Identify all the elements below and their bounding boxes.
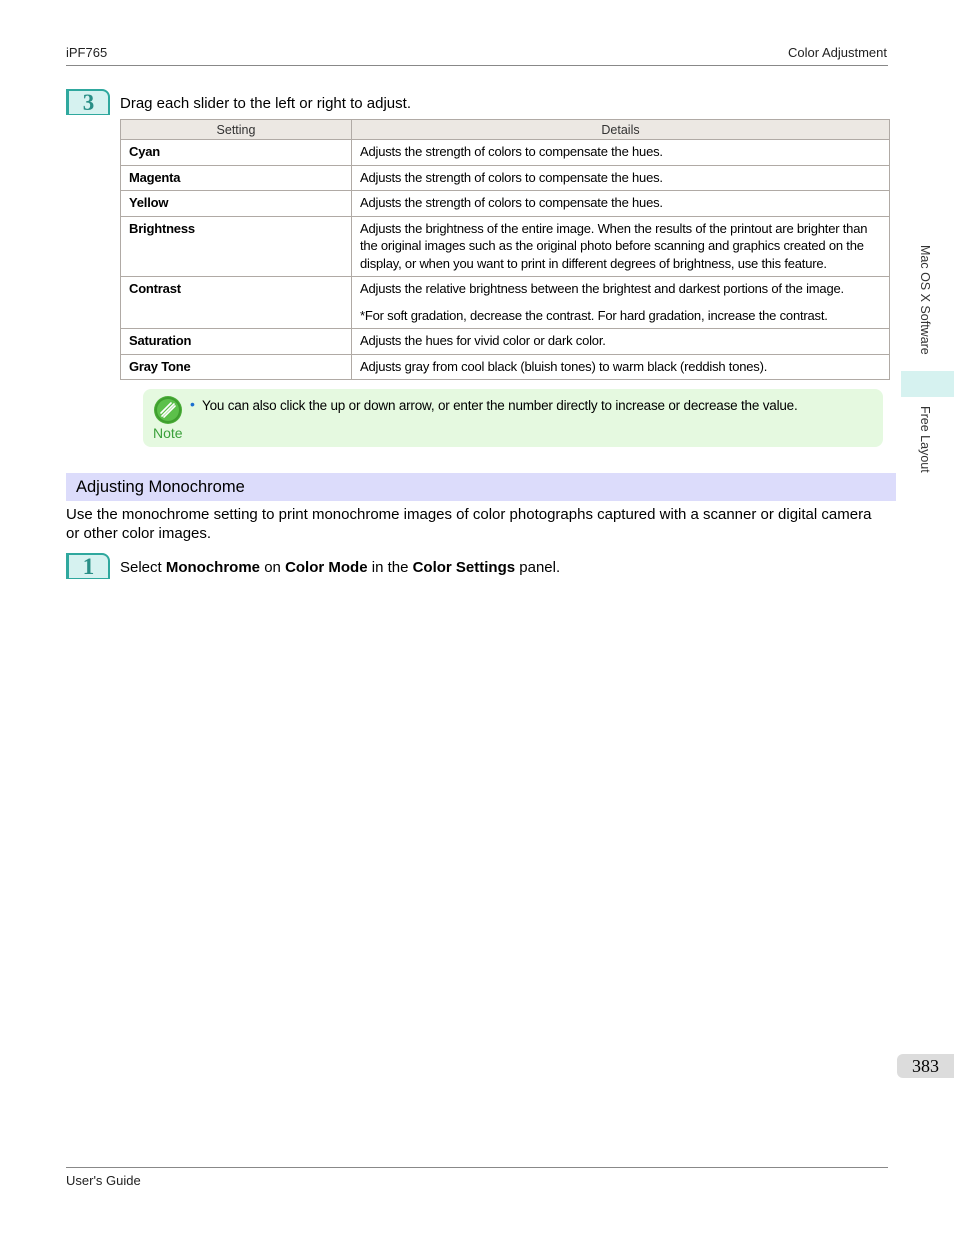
step-instruction: [120, 559, 560, 576]
setting-name: Saturation: [121, 329, 352, 355]
side-tab-chapter[interactable]: Mac OS X Software: [918, 245, 932, 355]
side-tab-topic[interactable]: Free Layout: [918, 406, 932, 473]
details-text: Adjusts the hues for vivid color or dark color.: [360, 333, 606, 348]
setting-details: [352, 277, 890, 329]
table-row: [121, 354, 890, 380]
details-footnote: *For soft gradation, decrease the contrast. For hard gradation, increase the contrast.: [360, 307, 828, 323]
table-row: [121, 216, 890, 277]
instruction-text: on: [260, 559, 286, 576]
table-row: [121, 329, 890, 355]
setting-details: [352, 140, 890, 166]
table-row: [121, 140, 890, 166]
step-number-badge: 3: [66, 89, 110, 115]
pencil-note-icon: [154, 396, 182, 424]
footer-divider: [66, 1167, 888, 1168]
setting-name: Brightness: [121, 216, 352, 277]
setting-details: [352, 354, 890, 380]
instruction-text: in the: [367, 559, 413, 576]
table-row: [121, 165, 890, 191]
setting-name: Cyan: [121, 140, 352, 166]
note-label: Note: [153, 425, 183, 441]
details-text: Adjusts the strength of colors to compensate the hues.: [360, 169, 663, 185]
header-section: Color Adjustment: [788, 45, 887, 60]
step-number-badge: 1: [66, 553, 110, 579]
instruction-text: panel.: [515, 559, 561, 576]
term-color-mode: Color Mode: [285, 559, 368, 576]
setting-details: [352, 329, 890, 355]
note-bullet: •: [190, 396, 195, 412]
setting-details: [352, 191, 890, 217]
table-row: [121, 277, 890, 329]
note-text: You can also click the up or down arrow, or enter the number directly to increase or decrease the value.: [202, 398, 798, 413]
setting-name: Contrast: [121, 277, 352, 329]
table-header-row: [121, 120, 890, 140]
instruction-text: Select: [120, 559, 166, 576]
column-header-setting: Setting: [121, 120, 352, 140]
header-divider: [66, 65, 888, 66]
details-text: Adjusts gray from cool black (bluish tones) to warm black (reddish tones).: [360, 358, 768, 374]
details-text: Adjusts the strength of colors to compensate the hues.: [360, 195, 663, 210]
settings-table: [120, 119, 890, 380]
setting-name: Gray Tone: [121, 354, 352, 380]
page-number: 383: [912, 1056, 939, 1076]
column-header-details: Details: [352, 120, 890, 140]
section-title: Adjusting Monochrome: [76, 478, 245, 496]
setting-name: Yellow: [121, 191, 352, 217]
step-instruction: Drag each slider to the left or right to adjust.: [120, 95, 411, 112]
header-product: iPF765: [66, 45, 108, 60]
term-color-settings: Color Settings: [412, 559, 516, 576]
details-text: Adjusts the relative brightness between the brightest and darkest portions of the image.: [360, 281, 844, 296]
section-body: Use the monochrome setting to print monochrome images of color photographs captured with a scanner or digital camera or other color images.: [66, 506, 872, 542]
setting-details: [352, 216, 890, 277]
details-text: Adjusts the brightness of the entire image. When the results of the printout are brighter than the original images such as the original photo before scanning and graphics created on the display, or when you want to print in different degrees of brightness, use this feature.: [360, 220, 868, 271]
setting-name: Magenta: [121, 165, 352, 191]
side-tab-active-marker: [901, 371, 954, 397]
setting-details: [352, 165, 890, 191]
footer-text: User's Guide: [66, 1173, 141, 1188]
term-monochrome: Monochrome: [165, 559, 261, 576]
details-text: Adjusts the strength of colors to compensate the hues.: [360, 144, 663, 159]
table-row: [121, 191, 890, 217]
